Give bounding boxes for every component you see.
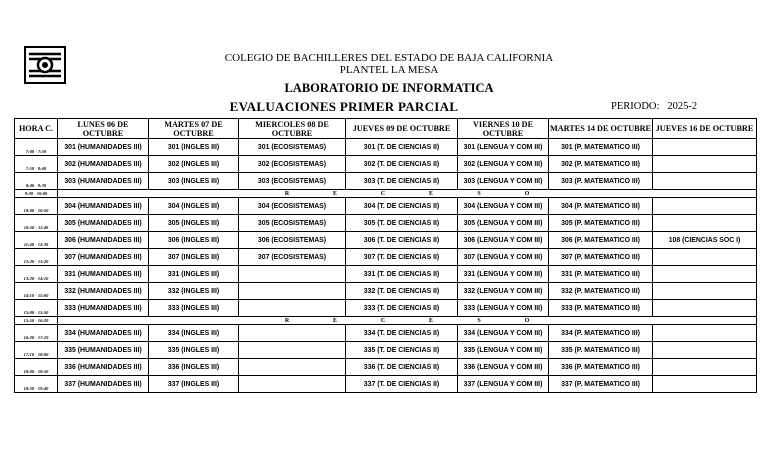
exam-cell [653, 266, 757, 283]
exam-cell [653, 139, 757, 156]
campus-name: PLANTEL LA MESA [339, 64, 439, 76]
recess-label [58, 190, 757, 198]
time-cell: 14:10 - 15:00 [15, 283, 58, 300]
exam-cell: 302 (INGLES III) [149, 156, 239, 173]
exam-cell: 303 (P. MATEMATICO III) [549, 173, 653, 190]
table-row [15, 139, 757, 156]
exam-cell: 301 (HUMANIDADES III) [58, 139, 149, 156]
column-header: MARTES 07 DE OCTUBRE [149, 119, 239, 139]
exam-cell: 303 (ECOSISTEMAS) [239, 173, 346, 190]
time-cell: 18:00 - 18:50 [15, 359, 58, 376]
exam-cell: 337 (LENGUA Y COM III) [458, 376, 549, 393]
exam-cell: 331 (INGLES III) [149, 266, 239, 283]
recess-letter: C [380, 190, 386, 197]
recess-row [15, 190, 757, 198]
recess-letter: E [332, 317, 337, 324]
exam-cell: 335 (P. MATEMATICO III) [549, 342, 653, 359]
periodo-value: 2025-2 [667, 101, 698, 112]
exam-cell: 304 (T. DE CIENCIAS II) [346, 198, 458, 215]
exam-cell [653, 249, 757, 266]
exam-cell: 337 (INGLES III) [149, 376, 239, 393]
exam-cell: 335 (HUMANIDADES III) [58, 342, 149, 359]
recess-letter: S [477, 190, 481, 197]
column-header: LUNES 06 DE OCTUBRE [58, 119, 149, 139]
exam-cell: 332 (P. MATEMATICO III) [549, 283, 653, 300]
exam-cell: 305 (INGLES III) [149, 215, 239, 232]
exam-cell: 307 (INGLES III) [149, 249, 239, 266]
exam-cell: 331 (HUMANIDADES III) [58, 266, 149, 283]
exam-cell: 336 (HUMANIDADES III) [58, 359, 149, 376]
exam-cell: 307 (ECOSISTEMAS) [239, 249, 346, 266]
institution-name: COLEGIO DE BACHILLERES DEL ESTADO DE BAJA CALIFORNIA [224, 52, 554, 64]
recess-label [58, 317, 757, 325]
exam-cell: 305 (ECOSISTEMAS) [239, 215, 346, 232]
time-cell: 13:20 - 14:10 [15, 266, 58, 283]
time-cell: 11:40 - 12:30 [15, 232, 58, 249]
periodo [611, 101, 697, 112]
recess-letter: R [284, 190, 290, 197]
exam-cell: 332 (HUMANIDADES III) [58, 283, 149, 300]
exam-cell: 307 (T. DE CIENCIAS II) [346, 249, 458, 266]
exam-cell: 336 (P. MATEMATICO III) [549, 359, 653, 376]
table-row [15, 156, 757, 173]
time-cell: 12:30 - 13:20 [15, 249, 58, 266]
exam-cell: 306 (P. MATEMATICO III) [549, 232, 653, 249]
exam-cell: 335 (INGLES III) [149, 342, 239, 359]
time-cell: 7:00 - 7:50 [15, 139, 58, 156]
exam-cell: 302 (LENGUA Y COM III) [458, 156, 549, 173]
exam-cell: 108 (CIENCIAS SOC I) [653, 232, 757, 249]
exam-cell [239, 266, 346, 283]
exam-cell: 336 (INGLES III) [149, 359, 239, 376]
table-row [15, 215, 757, 232]
exam-cell [653, 215, 757, 232]
exam-cell: 334 (T. DE CIENCIAS II) [346, 325, 458, 342]
time-cell: 10:00 - 10:50 [15, 198, 58, 215]
time-cell: 10:50 - 11:40 [15, 215, 58, 232]
exam-cell [239, 342, 346, 359]
exam-cell: 335 (T. DE CIENCIAS II) [346, 342, 458, 359]
exam-cell: 305 (T. DE CIENCIAS II) [346, 215, 458, 232]
exam-cell: 307 (P. MATEMATICO III) [549, 249, 653, 266]
table-row [15, 283, 757, 300]
exam-cell: 333 (INGLES III) [149, 300, 239, 317]
lab-title: LABORATORIO DE INFORMATICA [284, 81, 494, 95]
time-cell: 18:50 - 19:40 [15, 376, 58, 393]
exam-cell [239, 359, 346, 376]
page-title: EVALUACIONES PRIMER PARCIAL [229, 99, 459, 114]
exam-cell: 331 (P. MATEMATICO III) [549, 266, 653, 283]
recess-letter: E [428, 317, 433, 324]
exam-cell: 332 (INGLES III) [149, 283, 239, 300]
recess-letter: R [284, 317, 290, 324]
recess-letter: S [477, 317, 481, 324]
exam-cell: 301 (LENGUA Y COM III) [458, 139, 549, 156]
table-row [15, 198, 757, 215]
time-cell: 16:20 - 17:10 [15, 325, 58, 342]
exam-cell: 334 (INGLES III) [149, 325, 239, 342]
recess-letter: C [380, 317, 386, 324]
recess-letter: O [524, 190, 530, 197]
table-row [15, 249, 757, 266]
recess-letter: E [428, 190, 433, 197]
exam-cell [239, 283, 346, 300]
exam-cell: 306 (INGLES III) [149, 232, 239, 249]
table-row [15, 266, 757, 283]
exam-cell: 306 (ECOSISTEMAS) [239, 232, 346, 249]
recess-row [15, 317, 757, 325]
exam-cell: 336 (LENGUA Y COM III) [458, 359, 549, 376]
exam-cell: 301 (INGLES III) [149, 139, 239, 156]
exam-cell: 304 (ECOSISTEMAS) [239, 198, 346, 215]
exam-cell: 335 (LENGUA Y COM III) [458, 342, 549, 359]
table-row [15, 359, 757, 376]
column-header: MARTES 14 DE OCTUBRE [549, 119, 653, 139]
exam-cell: 307 (LENGUA Y COM III) [458, 249, 549, 266]
table-row [15, 325, 757, 342]
exam-cell: 304 (P. MATEMATICO III) [549, 198, 653, 215]
exam-cell: 337 (HUMANIDADES III) [58, 376, 149, 393]
exam-cell [653, 283, 757, 300]
exam-cell: 304 (LENGUA Y COM III) [458, 198, 549, 215]
exam-cell [239, 376, 346, 393]
exam-cell: 301 (P. MATEMATICO III) [549, 139, 653, 156]
exam-cell: 337 (P. MATEMATICO III) [549, 376, 653, 393]
table-row [15, 376, 757, 393]
exam-cell: 303 (T. DE CIENCIAS II) [346, 173, 458, 190]
exam-cell: 304 (INGLES III) [149, 198, 239, 215]
exam-cell: 331 (T. DE CIENCIAS II) [346, 266, 458, 283]
exam-cell [653, 173, 757, 190]
exam-cell: 301 (ECOSISTEMAS) [239, 139, 346, 156]
exam-cell [239, 300, 346, 317]
time-cell: 15:50 - 16:20 [15, 317, 58, 325]
time-cell: 17:10 - 18:00 [15, 342, 58, 359]
exam-cell: 337 (T. DE CIENCIAS II) [346, 376, 458, 393]
exam-cell: 332 (T. DE CIENCIAS II) [346, 283, 458, 300]
time-cell: 8:40 - 9:30 [15, 173, 58, 190]
exam-cell: 304 (HUMANIDADES III) [58, 198, 149, 215]
exam-cell: 305 (HUMANIDADES III) [58, 215, 149, 232]
exam-cell: 333 (LENGUA Y COM III) [458, 300, 549, 317]
table-row [15, 342, 757, 359]
exam-cell: 334 (HUMANIDADES III) [58, 325, 149, 342]
table-row [15, 300, 757, 317]
exam-cell [653, 198, 757, 215]
recess-letter: E [332, 190, 337, 197]
exam-cell: 302 (ECOSISTEMAS) [239, 156, 346, 173]
exam-cell: 333 (HUMANIDADES III) [58, 300, 149, 317]
header-row [15, 119, 757, 139]
column-header: VIERNES 10 DE OCTUBRE [458, 119, 549, 139]
exam-cell: 303 (LENGUA Y COM III) [458, 173, 549, 190]
column-header: MIERCOLES 08 DE OCTUBRE [239, 119, 346, 139]
exam-cell: 333 (P. MATEMATICO III) [549, 300, 653, 317]
column-header: JUEVES 09 DE OCTUBRE [346, 119, 458, 139]
periodo-label: PERIODO: [611, 101, 660, 112]
table-row [15, 173, 757, 190]
exam-cell: 336 (T. DE CIENCIAS II) [346, 359, 458, 376]
exam-cell: 305 (P. MATEMATICO III) [549, 215, 653, 232]
exam-cell [653, 156, 757, 173]
schedule-body [15, 139, 757, 393]
exam-cell: 303 (HUMANIDADES III) [58, 173, 149, 190]
time-cell: 7:50 - 8:40 [15, 156, 58, 173]
exam-cell: 334 (P. MATEMATICO III) [549, 325, 653, 342]
exam-cell: 301 (T. DE CIENCIAS II) [346, 139, 458, 156]
schedule-table [14, 118, 757, 393]
exam-cell: 306 (HUMANIDADES III) [58, 232, 149, 249]
exam-cell: 332 (LENGUA Y COM III) [458, 283, 549, 300]
recess-letter: O [524, 317, 530, 324]
exam-cell [653, 325, 757, 342]
exam-cell: 302 (T. DE CIENCIAS II) [346, 156, 458, 173]
exam-cell [653, 359, 757, 376]
exam-cell [653, 300, 757, 317]
exam-cell: 331 (LENGUA Y COM III) [458, 266, 549, 283]
exam-cell: 302 (HUMANIDADES III) [58, 156, 149, 173]
exam-cell: 307 (HUMANIDADES III) [58, 249, 149, 266]
time-cell: 9:30 - 10:00 [15, 190, 58, 198]
exam-cell: 334 (LENGUA Y COM III) [458, 325, 549, 342]
exam-cell: 333 (T. DE CIENCIAS II) [346, 300, 458, 317]
exam-cell [653, 376, 757, 393]
time-cell: 15:00 - 15:50 [15, 300, 58, 317]
column-header: JUEVES 16 DE OCTUBRE [653, 119, 757, 139]
exam-cell [653, 342, 757, 359]
exam-cell [239, 325, 346, 342]
column-header: HORA C. [15, 119, 58, 139]
exam-cell: 306 (LENGUA Y COM III) [458, 232, 549, 249]
exam-cell: 305 (LENGUA Y COM III) [458, 215, 549, 232]
table-row [15, 232, 757, 249]
exam-cell: 303 (INGLES III) [149, 173, 239, 190]
exam-cell: 306 (T. DE CIENCIAS II) [346, 232, 458, 249]
exam-cell: 302 (P. MATEMATICO III) [549, 156, 653, 173]
